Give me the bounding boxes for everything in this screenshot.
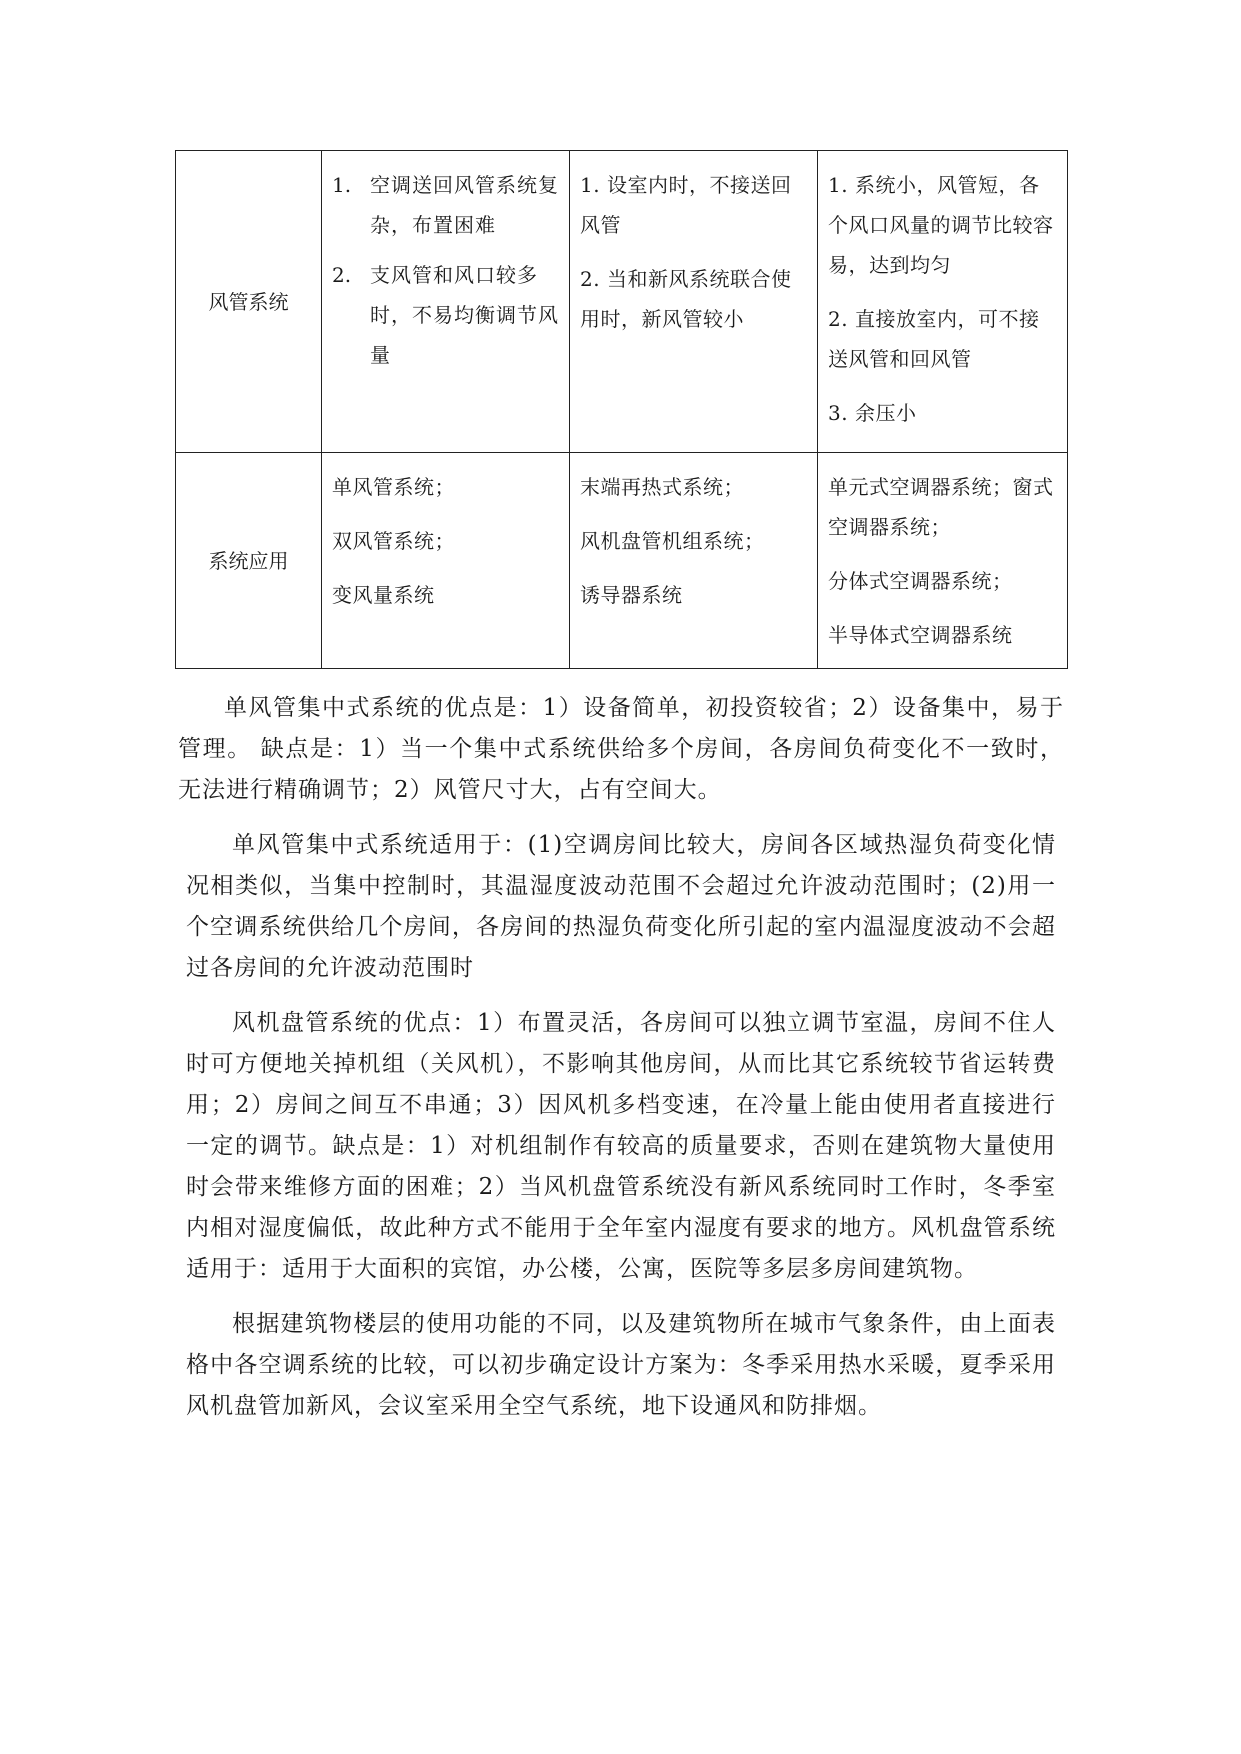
cell-paragraph: 3. 余压小	[828, 401, 917, 425]
table-cell	[570, 453, 818, 669]
table-row	[176, 453, 1068, 669]
table-cell	[818, 453, 1068, 669]
list-number: 1.	[332, 173, 352, 197]
row-header-label: 系统应用	[208, 548, 289, 573]
cell-paragraph: 变风量系统	[332, 583, 435, 607]
list-item	[332, 255, 561, 375]
row-header-label: 风管系统	[208, 289, 289, 314]
body-text	[178, 688, 1064, 1441]
table-cell	[322, 151, 570, 453]
table-row	[176, 151, 1068, 453]
cell-paragraph: 双风管系统；	[332, 529, 455, 553]
cell-paragraph: 末端再热式系统；	[580, 475, 744, 499]
list-number: 2.	[332, 263, 352, 287]
body-paragraph: 单风管集中式系统的优点是：1）设备简单，初投资较省；2）设备集中，易于管理。 缺点是：1）当一个集中式系统供给多个房间，各房间负荷变化不一致时，无法进行精确调节；2）风管尺寸大，占有空间大。	[178, 695, 1064, 803]
list-text: 空调送回风管系统复杂，布置困难	[370, 173, 559, 237]
cell-paragraph: 2. 当和新风系统联合使用时，新风管较小	[580, 267, 792, 331]
comparison-table	[175, 150, 1068, 669]
table-cell	[818, 151, 1068, 453]
cell-paragraph: 风机盘管机组系统；	[580, 529, 765, 553]
cell-paragraph: 单风管系统；	[332, 475, 455, 499]
cell-paragraph: 分体式空调器系统；	[828, 569, 1013, 593]
cell-paragraph: 诱导器系统	[580, 583, 683, 607]
list-item	[332, 165, 561, 245]
cell-paragraph: 1. 设室内时，不接送回风管	[580, 173, 792, 237]
body-paragraph: 单风管集中式系统适用于：(1)空调房间比较大，房间各区域热湿负荷变化情况相类似，当集中控制时，其温湿度波动范围不会超过允许波动范围时；(2)用一个空调系统供给几个房间，各房间的热湿负荷变化所引起的室内温湿度波动不会超过各房间的允许波动范围时	[186, 832, 1056, 981]
row-header-cell	[176, 151, 322, 453]
table-cell	[570, 151, 818, 453]
list-text: 支风管和风口较多时，不易均衡调节风量	[370, 263, 559, 367]
body-paragraph: 风机盘管系统的优点：1）布置灵活，各房间可以独立调节室温，房间不住人时可方便地关掉机组（关风机），不影响其他房间，从而比其它系统较节省运转费用；2）房间之间互不串通；3）因风机多档变速，在冷量上能由使用者直接进行一定的调节。缺点是：1）对机组制作有较高的质量要求，否则在建筑物大量使用时会带来维修方面的困难；2）当风机盘管系统没有新风系统同时工作时，冬季室内相对湿度偏低，故此种方式不能用于全年室内湿度有要求的地方。风机盘管系统适用于：适用于大面积的宾馆，办公楼，公寓，医院等多层多房间建筑物。	[186, 1010, 1056, 1282]
cell-paragraph: 2. 直接放室内，可不接送风管和回风管	[828, 307, 1040, 371]
row-header-cell	[176, 453, 322, 669]
cell-paragraph: 半导体式空调器系统	[828, 623, 1013, 647]
table-cell	[322, 453, 570, 669]
body-paragraph: 根据建筑物楼层的使用功能的不同，以及建筑物所在城市气象条件，由上面表格中各空调系统的比较，可以初步确定设计方案为：冬季采用热水采暖，夏季采用风机盘管加新风，会议室采用全空气系统，地下设通风和防排烟。	[186, 1311, 1056, 1419]
numbered-list	[332, 165, 561, 375]
cell-paragraph: 单元式空调器系统；窗式空调器系统；	[828, 475, 1054, 539]
cell-paragraph: 1. 系统小，风管短，各个风口风量的调节比较容易，达到均匀	[828, 173, 1054, 277]
